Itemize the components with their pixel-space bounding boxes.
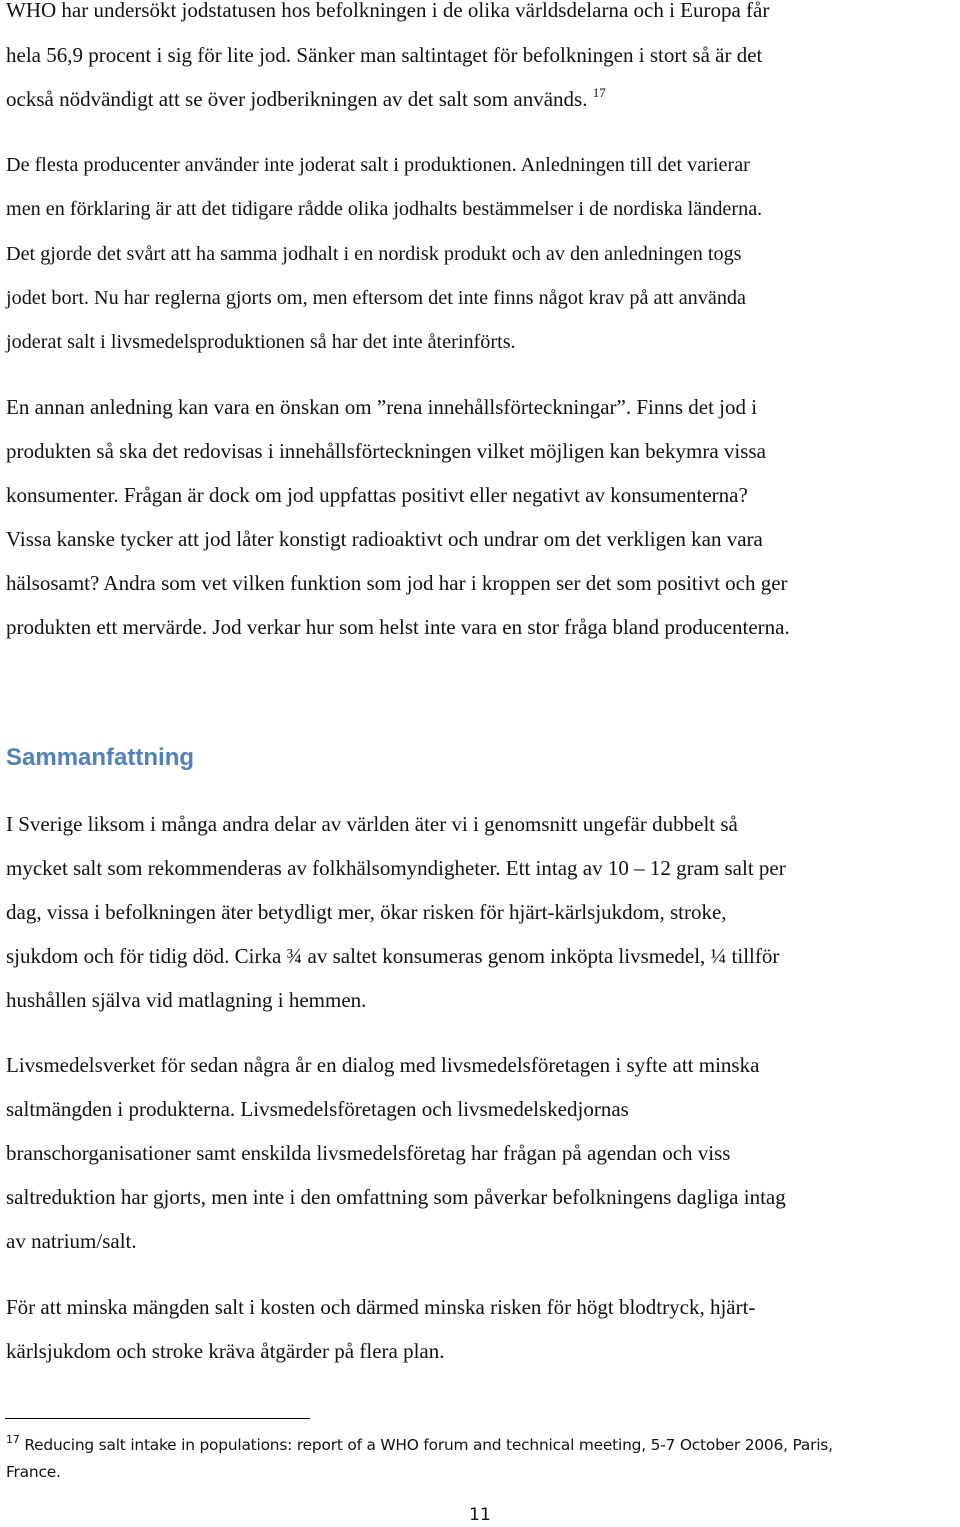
text-line: saltreduktion har gjorts, men inte i den omfattning som påverkar befolkningens dagliga intag	[6, 1185, 786, 1209]
text-line: produkten ett mervärde. Jod verkar hur som helst inte vara en stor fråga bland producenterna.	[6, 615, 790, 639]
footnote-line	[6, 1434, 833, 1456]
text-line: hushållen själva vid matlagning i hemmen.	[6, 988, 367, 1012]
footnote-reference: 17	[592, 85, 606, 100]
footnote-text: Reducing salt intake in populations: report of a WHO forum and technical meeting, 5-7 October 2006, Paris,	[24, 1436, 833, 1454]
text-line: jodet bort. Nu har reglerna gjorts om, men eftersom det inte finns något krav på att använda	[6, 287, 746, 309]
text-line: sjukdom och för tidig död. Cirka ¾ av saltet konsumeras genom inköpta livsmedel, ¼ tillför	[6, 944, 780, 968]
text-line: hälsosamt? Andra som vet vilken funktion som jod har i kroppen ser det som positivt och ger	[6, 571, 788, 595]
text-line: De flesta producenter använder inte joderat salt i produktionen. Anledningen till det varierar	[6, 154, 750, 176]
text-span: också nödvändigt att se över jodberikningen av det salt som används.	[6, 87, 588, 111]
footnote-line: France.	[6, 1463, 61, 1481]
text-line: WHO har undersökt jodstatusen hos befolkningen i de olika världsdelarna och i Europa får	[6, 0, 770, 22]
footnote-divider	[5, 1418, 310, 1419]
text-line: branschorganisationer samt enskilda livsmedelsföretag har frågan på agendan och viss	[6, 1141, 731, 1165]
text-line: För att minska mängden salt i kosten och därmed minska risken för högt blodtryck, hjärt-	[6, 1295, 756, 1319]
text-line: kärlsjukdom och stroke kräva åtgärder på flera plan.	[6, 1339, 445, 1363]
page-number: 11	[469, 1505, 491, 1525]
text-line: Vissa kanske tycker att jod låter konstigt radioaktivt och undrar om det verkligen kan vara	[6, 527, 763, 551]
section-heading: Sammanfattning	[6, 744, 195, 771]
text-line: saltmängden i produkterna. Livsmedelsföretagen och livsmedelskedjornas	[6, 1097, 629, 1121]
text-line: produkten så ska det redovisas i innehållsförteckningen vilket möjligen kan bekymra vissa	[6, 439, 766, 463]
text-line: mycket salt som rekommenderas av folkhälsomyndigheter. Ett intag av 10 – 12 gram salt per	[6, 856, 786, 880]
text-line: konsumenter. Frågan är dock om jod uppfattas positivt eller negativt av konsumenterna?	[6, 483, 748, 507]
text-line: En annan anledning kan vara en önskan om ”rena innehållsförteckningar”. Finns det jod i	[6, 395, 758, 419]
text-line	[6, 85, 606, 113]
text-line: men en förklaring är att det tidigare rådde olika jodhalts bestämmelser i de nordiska länderna.	[6, 198, 763, 220]
text-line: joderat salt i livsmedelsproduktionen så har det inte återinförts.	[6, 331, 516, 353]
text-line: av natrium/salt.	[6, 1229, 137, 1253]
text-line: hela 56,9 procent i sig för lite jod. Sänker man saltintaget för befolkningen i stort så är det	[6, 43, 763, 67]
footnote-number: 17	[6, 1433, 20, 1446]
text-line: Det gjorde det svårt att ha samma jodhalt i en nordisk produkt och av den anledningen togs	[6, 243, 742, 265]
text-line: I Sverige liksom i många andra delar av världen äter vi i genomsnitt ungefär dubbelt så	[6, 812, 738, 836]
text-line: Livsmedelsverket för sedan några år en dialog med livsmedelsföretagen i syfte att minska	[6, 1053, 760, 1077]
text-line: dag, vissa i befolkningen äter betydligt mer, ökar risken för hjärt-kärlsjukdom, stroke,	[6, 900, 727, 924]
